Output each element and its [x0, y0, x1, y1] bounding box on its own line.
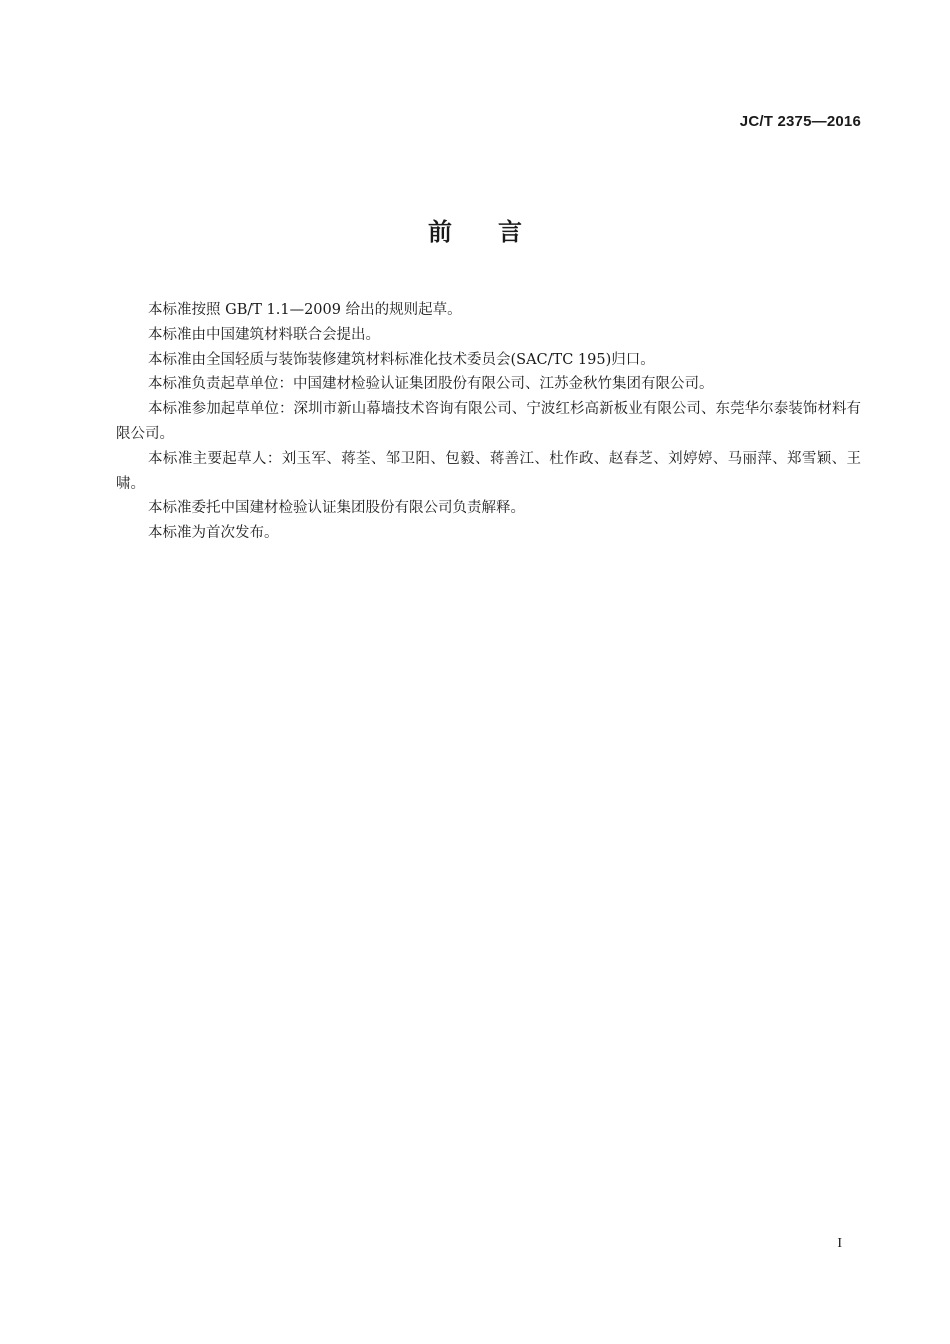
title-char-1: 前	[428, 218, 452, 246]
paragraph-participating-units: 本标准参加起草单位：深圳市新山幕墙技术咨询有限公司、宁波红杉高新板业有限公司、东莞华尔泰装饰材料有限公司。	[116, 401, 861, 442]
paragraph-main-drafting-units: 本标准负责起草单位：中国建材检验认证集团股份有限公司、江苏金秋竹集团有限公司。	[148, 376, 714, 393]
foreword-body	[116, 298, 861, 546]
paragraph-proposer: 本标准由中国建筑材料联合会提出。	[148, 326, 380, 343]
page-number: I	[837, 1236, 842, 1251]
page-title	[0, 212, 950, 247]
paragraph-first-release: 本标准为首次发布。	[148, 525, 279, 542]
paragraph-drafting-rules: 本标准按照 GB/T 1.1—2009 给出的规则起草。	[148, 302, 462, 318]
title-char-2: 言	[498, 218, 522, 246]
standard-code: JC/T 2375—2016	[739, 113, 861, 130]
paragraph-main-drafters: 本标准主要起草人：刘玉军、蒋荃、邹卫阳、包毅、蒋善江、杜作政、赵春芝、刘婷婷、马丽萍、郑雪颖、王啸。	[116, 450, 861, 492]
paragraph-interpretation: 本标准委托中国建材检验认证集团股份有限公司负责解释。	[148, 500, 525, 517]
paragraph-administrator: 本标准由全国轻质与装饰装修建筑材料标准化技术委员会(SAC/TC 195)归口。	[148, 351, 655, 368]
